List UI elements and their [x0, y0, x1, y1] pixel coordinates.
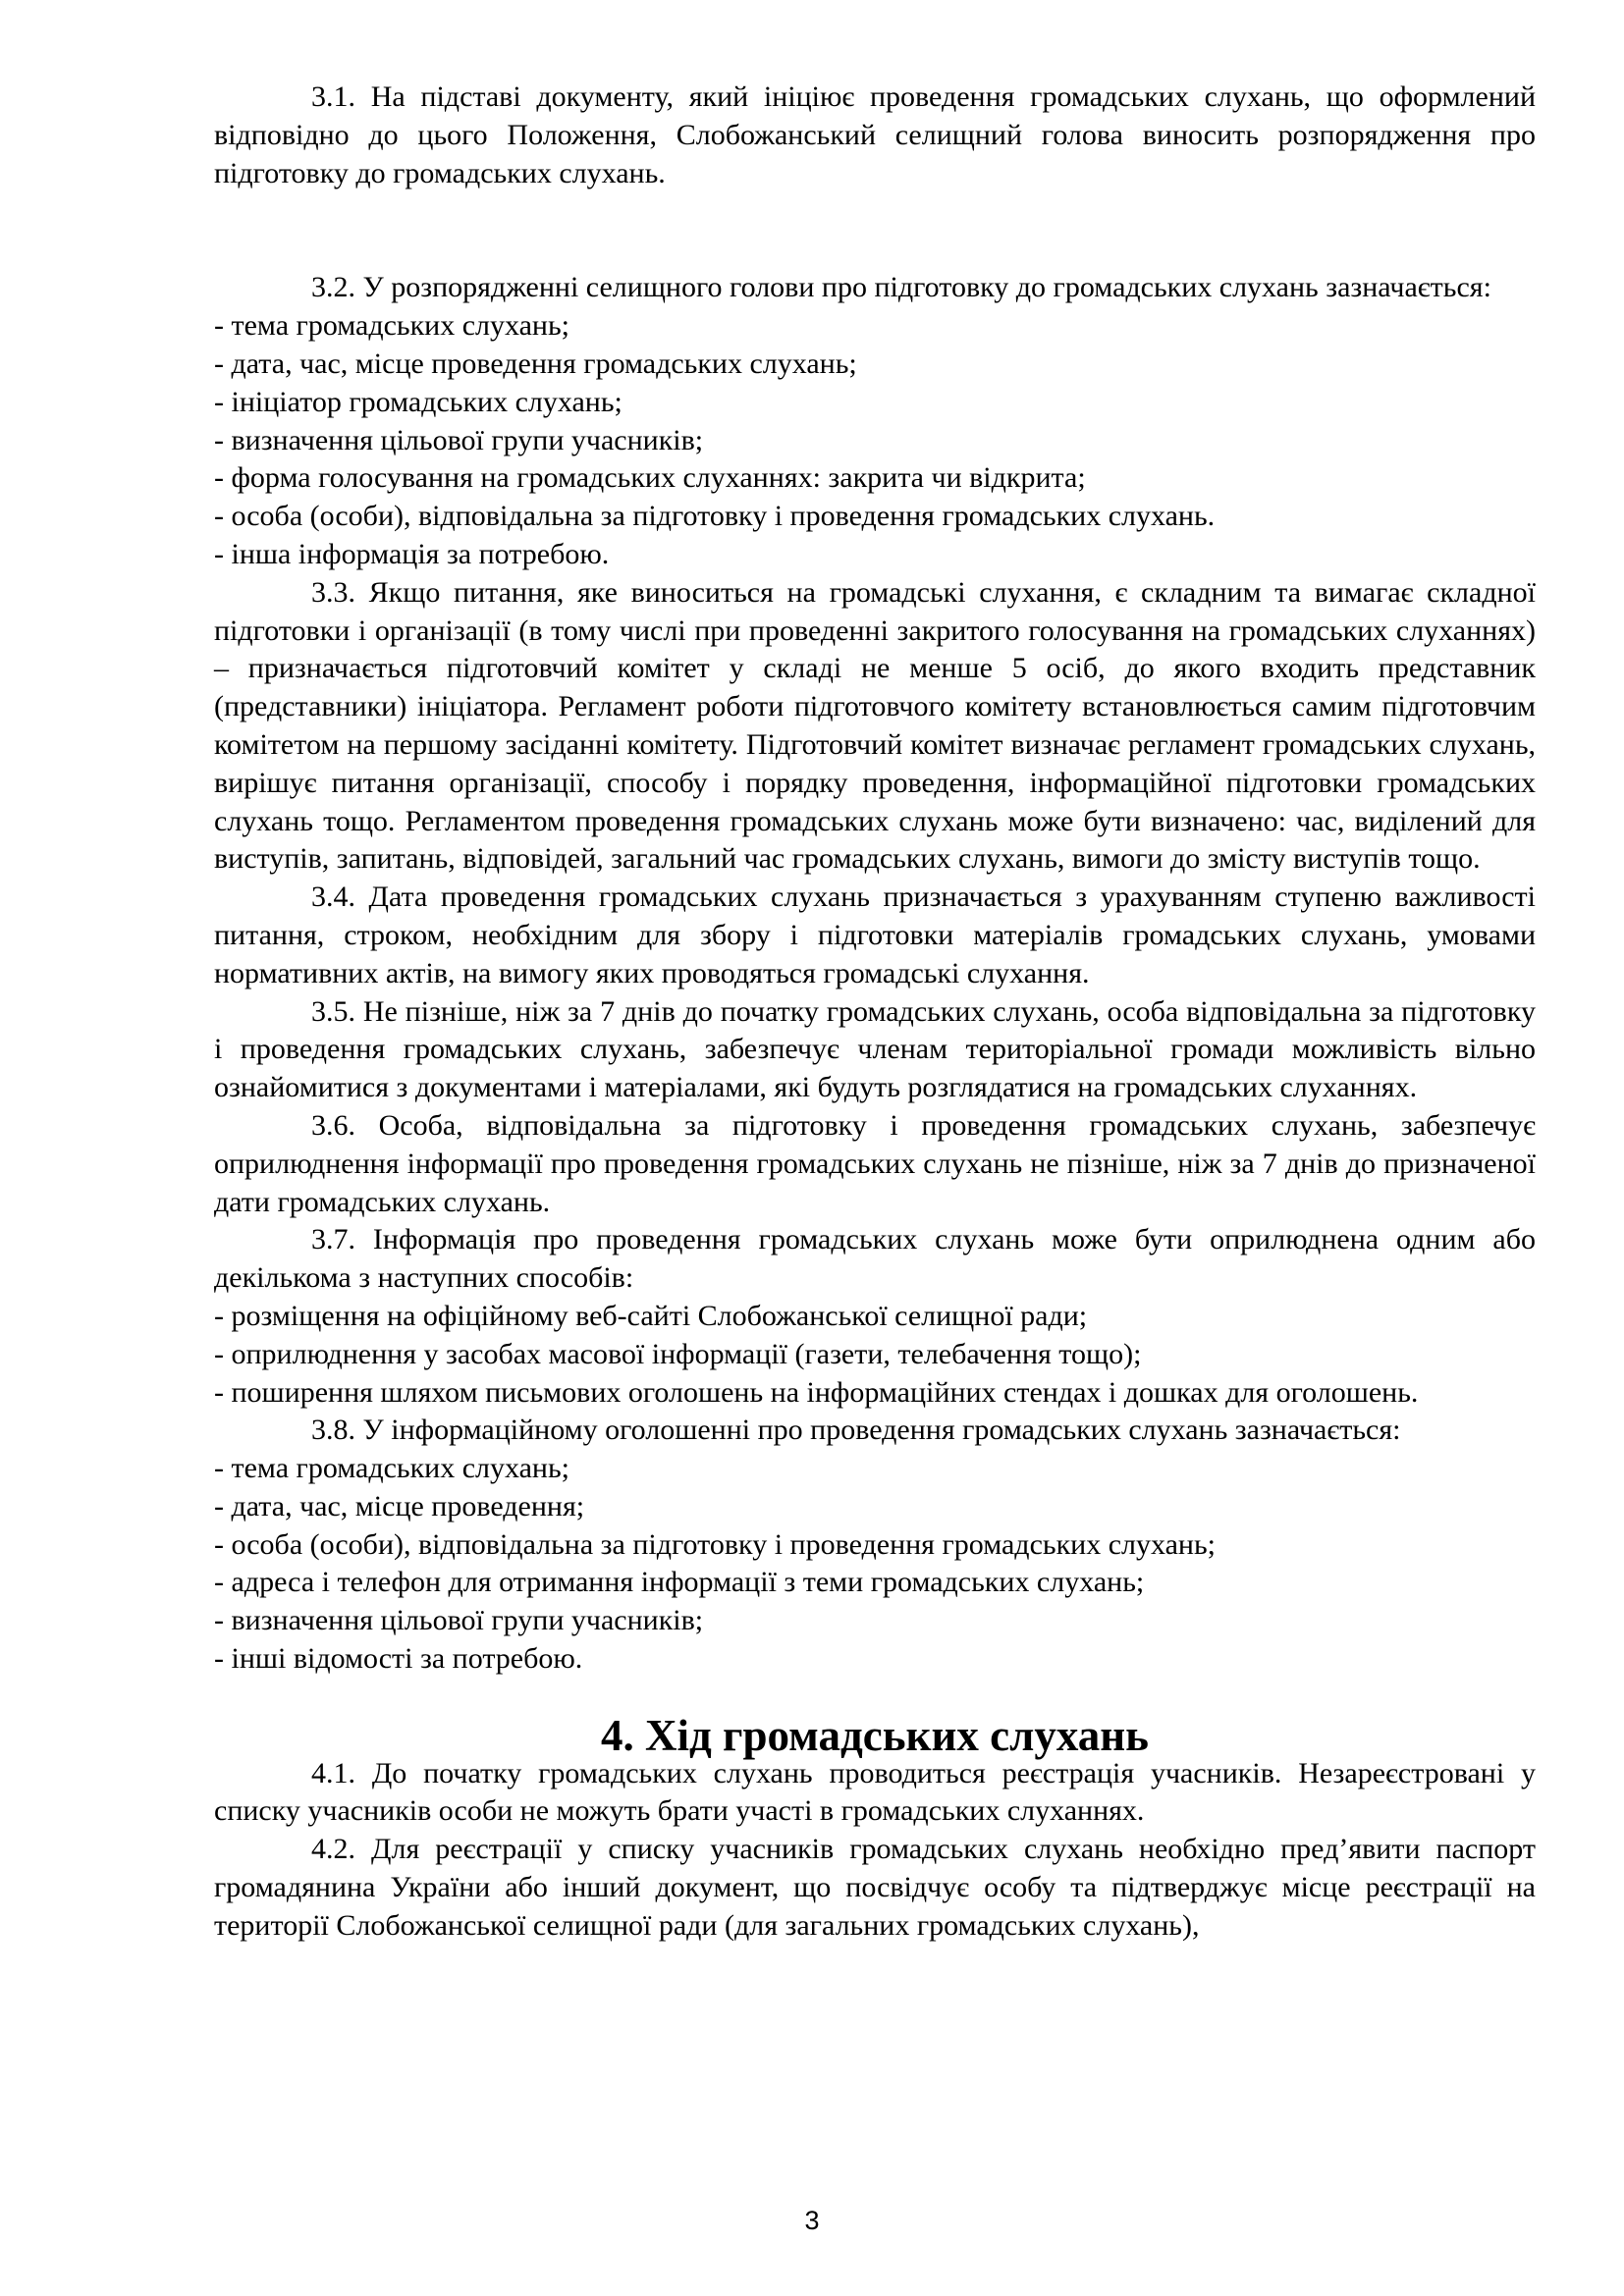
- list-item: - особа (особи), відповідальна за підготовку і проведення громадських слухань;: [214, 1527, 1216, 1561]
- list-item: - дата, час, місце проведення громадських слухань;: [214, 347, 857, 380]
- list-item: - визначення цільової групи учасників;: [214, 1604, 704, 1637]
- list-item: - визначення цільової групи учасників;: [214, 423, 704, 456]
- paragraph: 3.7. Інформація про проведення громадських слухань може бути оприлюднена одним або декількома з наступних способів:: [214, 1223, 1536, 1295]
- list-item: - інша інформація за потребою.: [214, 537, 610, 570]
- paragraph: 3.5. Не пізніше, ніж за 7 днів до початку громадських слухань, особа відповідальна за підготовку і проведення громадських слухань, забезпечує членам територіальної громади можливість вільно ознайомитися з документами і матеріалами, які будуть розглядатися на громадських слуханнях.: [214, 994, 1536, 1104]
- list-item: - адреса і телефон для отримання інформації з теми громадських слухань;: [214, 1566, 1145, 1599]
- list-item: - дата, час, місце проведення;: [214, 1489, 585, 1522]
- page-number: 3: [804, 2206, 820, 2235]
- paragraph-spacer: [214, 192, 1536, 269]
- list-item: - тема громадських слухань;: [214, 1452, 570, 1485]
- list-item: - ініціатор громадських слухань;: [214, 385, 623, 418]
- list-item: - тема громадських слухань;: [214, 309, 570, 343]
- list-item: - особа (особи), відповідальна за підготовку і проведення громадських слухань.: [214, 500, 1216, 533]
- document-body: [214, 79, 1536, 1946]
- paragraph: 4.2. Для реєстрації у списку учасників громадських слухань необхідно пред’явити паспорт громадянина України або інший документ, що посвідчує особу та підтверджує місце реєстрації на території Слобожанської селищної ради (для загальних громадських слухань),: [214, 1833, 1536, 1942]
- paragraph: 3.3. Якщо питання, яке виноситься на громадські слухання, є складним та вимагає складної підготовки і організації (в тому числі при проведенні закритого голосування на громадських слуханнях) – призначається підготовчий комітет у складі не менше 5 осіб, до якого входить представник (представники) ініціатора. Регламент роботи підготовчого комітету встановлюється самим підготовчим комітетом на першому засіданні комітету. Підготовчий комітет визначає регламент громадських слухань, вирішує питання організації, способу і порядку проведення, інформаційної підготовки громадських слухань тощо. Регламентом проведення громадських слухань може бути визначено: час, виділений для виступів, запитань, відповідей, загальний час громадських слухань, вимоги до змісту виступів тощо.: [214, 575, 1536, 876]
- paragraph: 3.1. На підставі документу, який ініціює проведення громадських слухань, що оформлений відповідно до цього Положення, Слобожанський селищний голова виносить розпорядження про підготовку до громадських слухань.: [214, 80, 1536, 189]
- list-item: - оприлюднення у засобах масової інформації (газети, телебачення тощо);: [214, 1337, 1142, 1370]
- list-item: - форма голосування на громадських слуханнях: закрита чи відкрита;: [214, 461, 1086, 495]
- paragraph: 3.6. Особа, відповідальна за підготовку і проведення громадських слухань, забезпечує оприлюднення інформації про проведення громадських слухань не пізніше, ніж за 7 днів до призначеної дати громадських слухань.: [214, 1108, 1536, 1218]
- list-item: - поширення шляхом письмових оголошень на інформаційних стендах і дошках для оголошень.: [214, 1375, 1419, 1409]
- paragraph: 3.8. У інформаційному оголошенні про проведення громадських слухань зазначається:: [311, 1414, 1401, 1447]
- paragraph: 3.4. Дата проведення громадських слухань призначається з урахуванням ступеню важливості питання, строком, необхідним для збору і підготовки матеріалів громадських слухань, умовами нормативних актів, на вимогу яких проводяться громадські слухання.: [214, 881, 1536, 989]
- section-heading: 4. Хід громадських слухань: [601, 1710, 1149, 1760]
- paragraph: 3.2. У розпорядженні селищного голови про підготовку до громадських слухань зазначається:: [311, 271, 1491, 304]
- paragraph: 4.1. До початку громадських слухань проводиться реєстрація учасників. Незареєстровані у списку учасників особи не можуть брати участі в громадських слуханнях.: [214, 1756, 1536, 1828]
- list-item: - інші відомості за потребою.: [214, 1642, 583, 1676]
- list-item: - розміщення на офіційному веб-сайті Слобожанської селищної ради;: [214, 1299, 1088, 1332]
